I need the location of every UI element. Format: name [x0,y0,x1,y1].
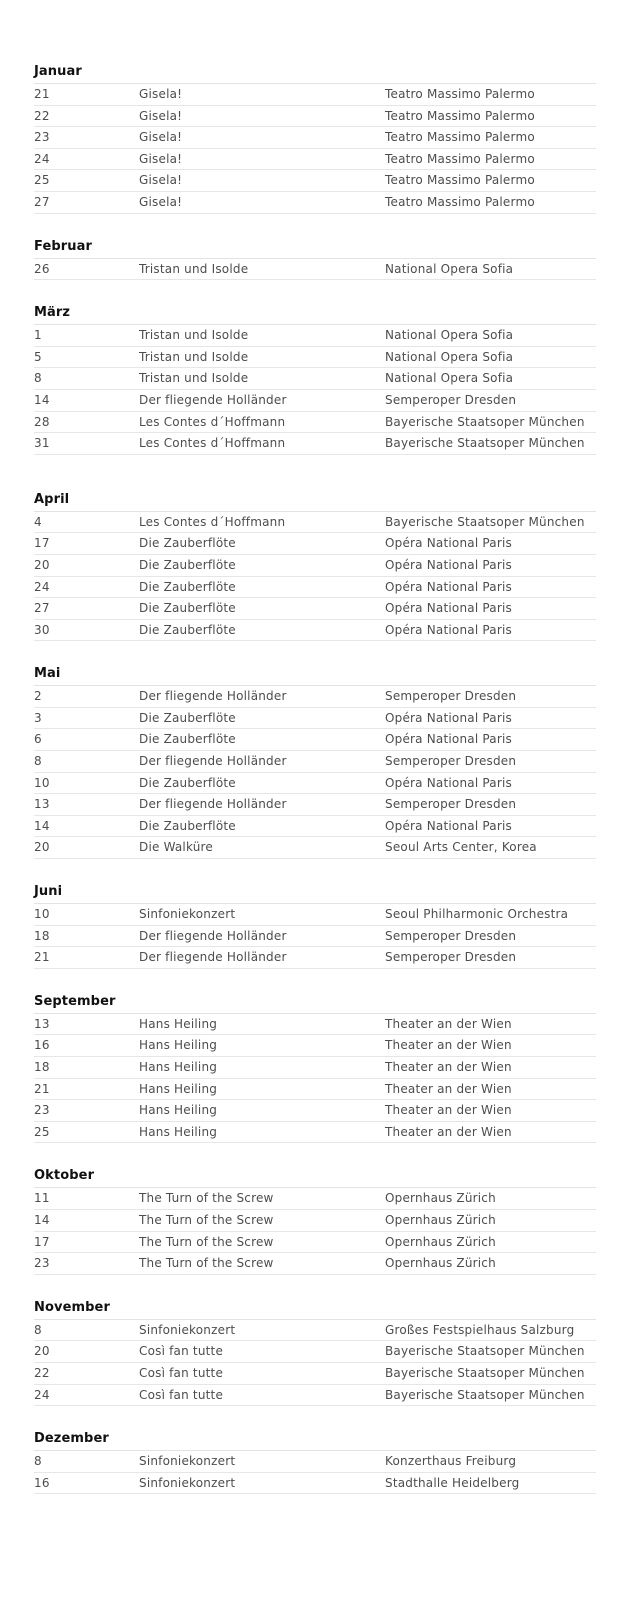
performance-day: 23 [34,1103,50,1118]
performance-venue: Theater an der Wien [385,1124,512,1139]
performance-work: Hans Heiling [139,1081,218,1096]
month-title: November [34,1296,596,1320]
performance-day: 20 [34,840,50,855]
performance-work: Die Zauberflöte [139,818,236,833]
month-title: Februar [34,235,596,259]
performance-day: 20 [34,1344,50,1359]
performance-row [34,1341,596,1363]
performance-venue: National Opera Sofia [385,261,514,276]
performance-venue: Bayerische Staatsoper München [385,1387,585,1402]
performance-row [34,170,596,192]
performance-row [34,708,596,730]
performance-work: Les Contes d´Hoffmann [139,436,286,451]
performance-work: Hans Heiling [139,1038,218,1053]
performance-row [34,1122,596,1144]
performance-day: 23 [34,1256,50,1271]
performance-venue: Semperoper Dresden [385,392,517,407]
performance-day: 8 [34,1322,42,1337]
performance-row [34,1014,596,1036]
performance-work: Hans Heiling [139,1124,218,1139]
performance-row [34,259,596,281]
performance-work: Die Walküre [139,840,213,855]
performance-venue: Opernhaus Zürich [385,1191,496,1206]
performance-work: Der fliegende Holländer [139,754,287,769]
performance-day: 1 [34,328,42,343]
performance-day: 24 [34,1387,50,1402]
performance-row [34,577,596,599]
performance-day: 30 [34,622,50,637]
performance-day: 22 [34,1365,50,1380]
performance-row [34,729,596,751]
performance-row [34,433,596,455]
month-section [34,301,596,455]
performance-day: 22 [34,108,50,123]
performance-day: 16 [34,1038,50,1053]
performance-venue: Opernhaus Zürich [385,1256,496,1271]
performance-row [34,1473,596,1495]
performance-work: The Turn of the Screw [139,1191,274,1206]
performance-venue: Semperoper Dresden [385,754,517,769]
performance-venue: Stadthalle Heidelberg [385,1475,520,1490]
month-title: März [34,301,596,325]
performance-day: 25 [34,1124,50,1139]
performance-day: 27 [34,194,50,209]
month-title: April [34,488,596,512]
performance-row [34,947,596,969]
performance-venue: Semperoper Dresden [385,797,517,812]
performance-row [34,837,596,859]
performance-venue: Opéra National Paris [385,601,512,616]
performance-row [34,512,596,534]
performance-work: Così fan tutte [139,1387,224,1402]
performance-row [34,390,596,412]
performance-venue: Großes Festspielhaus Salzburg [385,1322,575,1337]
performance-venue: National Opera Sofia [385,371,514,386]
performance-work: The Turn of the Screw [139,1256,274,1271]
month-title: Dezember [34,1427,596,1451]
performance-work: Gisela! [139,130,183,145]
performance-day: 14 [34,818,50,833]
performance-venue: Theater an der Wien [385,1038,512,1053]
performance-work: The Turn of the Screw [139,1234,274,1249]
performance-venue: Opéra National Paris [385,557,512,572]
performance-day: 3 [34,710,42,725]
performance-work: Der fliegende Holländer [139,392,287,407]
performance-row [34,1035,596,1057]
performance-work: Die Zauberflöte [139,710,236,725]
performance-day: 5 [34,349,42,364]
performance-work: Die Zauberflöte [139,536,236,551]
performance-venue: Semperoper Dresden [385,928,517,943]
performance-work: Die Zauberflöte [139,579,236,594]
performance-venue: Semperoper Dresden [385,950,517,965]
month-section [34,662,596,859]
performance-venue: Opéra National Paris [385,622,512,637]
performance-work: Così fan tutte [139,1365,224,1380]
performance-venue: Theater an der Wien [385,1060,512,1074]
performance-work: Gisela! [139,173,183,188]
performance-day: 4 [34,514,42,529]
performance-work: Les Contes d´Hoffmann [139,414,286,429]
performance-row [34,1451,596,1473]
performance-work: Sinfoniekonzert [139,1322,236,1337]
performance-day: 11 [34,1191,50,1206]
performance-row [34,84,596,106]
performance-row [34,1100,596,1122]
month-section [34,880,596,969]
performance-day: 31 [34,436,50,451]
performance-day: 23 [34,130,50,145]
performance-venue: National Opera Sofia [385,328,514,343]
performance-work: Sinfoniekonzert [139,907,236,922]
performance-venue: National Opera Sofia [385,349,514,364]
performance-venue: Bayerische Staatsoper München [385,1365,585,1380]
performance-work: Der fliegende Holländer [139,950,287,965]
performance-work: Tristan und Isolde [139,349,249,364]
month-title: September [34,990,596,1014]
performance-day: 14 [34,392,50,407]
performance-venue: Teatro Massimo Palermo [385,194,535,209]
performance-day: 24 [34,579,50,594]
performance-work: Der fliegende Holländer [139,928,287,943]
performance-work: Gisela! [139,194,183,209]
performance-venue: Teatro Massimo Palermo [385,108,535,123]
performance-venue: Theater an der Wien [385,1081,512,1096]
performance-day: 13 [34,797,50,812]
performance-row [34,1253,596,1275]
performance-day: 8 [34,754,42,769]
performance-day: 17 [34,536,50,551]
performance-day: 21 [34,950,50,965]
performance-day: 18 [34,1060,50,1074]
performance-venue: Seoul Arts Center, Korea [385,840,537,855]
performance-day: 6 [34,732,42,747]
performance-row [34,149,596,171]
month-section [34,990,596,1144]
performance-venue: Opéra National Paris [385,732,512,747]
performance-work: Die Zauberflöte [139,732,236,747]
month-section [34,1164,596,1274]
performance-venue: Opéra National Paris [385,536,512,551]
performance-venue: Theater an der Wien [385,1103,512,1118]
performance-row [34,773,596,795]
month-title: Januar [34,60,596,84]
performance-day: 8 [34,371,42,386]
performance-work: Così fan tutte [139,1344,224,1359]
performance-work: Die Zauberflöte [139,601,236,616]
performance-venue: Opéra National Paris [385,710,512,725]
performance-work: Tristan und Isolde [139,261,249,276]
performance-day: 8 [34,1454,42,1469]
performance-work: Gisela! [139,87,183,101]
performance-venue: Bayerische Staatsoper München [385,514,585,529]
performance-row [34,686,596,708]
performance-work: Die Zauberflöte [139,775,236,790]
performance-day: 26 [34,261,50,276]
performance-row [34,533,596,555]
performance-work: Tristan und Isolde [139,328,249,343]
performance-work: Gisela! [139,151,183,166]
performance-row [34,904,596,926]
performance-work: Der fliegende Holländer [139,689,287,704]
performance-day: 17 [34,1234,50,1249]
performance-row [34,1232,596,1254]
performance-venue: Opéra National Paris [385,818,512,833]
month-title: Juni [34,880,596,904]
performance-work: Sinfoniekonzert [139,1454,236,1469]
performance-venue: Opéra National Paris [385,775,512,790]
performance-row [34,1210,596,1232]
performance-day: 25 [34,173,50,188]
performance-work: Hans Heiling [139,1103,218,1118]
performance-day: 10 [34,775,50,790]
performance-venue: Teatro Massimo Palermo [385,173,535,188]
performance-day: 28 [34,414,50,429]
performance-row [34,1363,596,1385]
performance-venue: Konzerthaus Freiburg [385,1454,517,1469]
performance-day: 20 [34,557,50,572]
performance-row [34,1057,596,1079]
performance-day: 10 [34,907,50,922]
performance-venue: Teatro Massimo Palermo [385,151,535,166]
performance-venue: Teatro Massimo Palermo [385,130,535,145]
performance-row [34,620,596,642]
performance-schedule [34,60,596,1515]
performance-day: 2 [34,689,42,704]
performance-row [34,794,596,816]
performance-row [34,555,596,577]
performance-row [34,751,596,773]
performance-row [34,368,596,390]
month-section [34,60,596,214]
performance-row [34,412,596,434]
performance-venue: Seoul Philharmonic Orchestra [385,907,569,922]
performance-row [34,106,596,128]
performance-day: 24 [34,151,50,166]
month-title: Mai [34,662,596,686]
performance-day: 13 [34,1016,50,1031]
performance-day: 18 [34,928,50,943]
performance-row [34,325,596,347]
performance-row [34,1320,596,1342]
month-title: Oktober [34,1164,596,1188]
performance-row [34,598,596,620]
performance-venue: Opernhaus Zürich [385,1234,496,1249]
performance-row [34,816,596,838]
performance-venue: Teatro Massimo Palermo [385,87,535,101]
performance-venue: Opernhaus Zürich [385,1212,496,1227]
performance-work: Hans Heiling [139,1060,218,1074]
month-section [34,235,596,281]
month-section [34,488,596,642]
performance-work: The Turn of the Screw [139,1212,274,1227]
performance-work: Les Contes d´Hoffmann [139,514,286,529]
performance-day: 27 [34,601,50,616]
performance-work: Der fliegende Holländer [139,797,287,812]
performance-row [34,1079,596,1101]
performance-work: Hans Heiling [139,1016,218,1031]
performance-venue: Theater an der Wien [385,1016,512,1031]
month-section [34,1427,596,1494]
performance-row [34,1188,596,1210]
performance-row [34,1385,596,1407]
performance-work: Sinfoniekonzert [139,1475,236,1490]
performance-work: Tristan und Isolde [139,371,249,386]
performance-day: 16 [34,1475,50,1490]
performance-row [34,192,596,214]
performance-row [34,127,596,149]
performance-day: 21 [34,87,50,101]
performance-venue: Opéra National Paris [385,579,512,594]
month-section [34,1296,596,1406]
performance-row [34,926,596,948]
performance-venue: Bayerische Staatsoper München [385,1344,585,1359]
performance-work: Die Zauberflöte [139,557,236,572]
performance-day: 14 [34,1212,50,1227]
performance-venue: Bayerische Staatsoper München [385,436,585,451]
performance-venue: Bayerische Staatsoper München [385,414,585,429]
performance-row [34,347,596,369]
performance-work: Die Zauberflöte [139,622,236,637]
performance-work: Gisela! [139,108,183,123]
performance-venue: Semperoper Dresden [385,689,517,704]
performance-day: 21 [34,1081,50,1096]
